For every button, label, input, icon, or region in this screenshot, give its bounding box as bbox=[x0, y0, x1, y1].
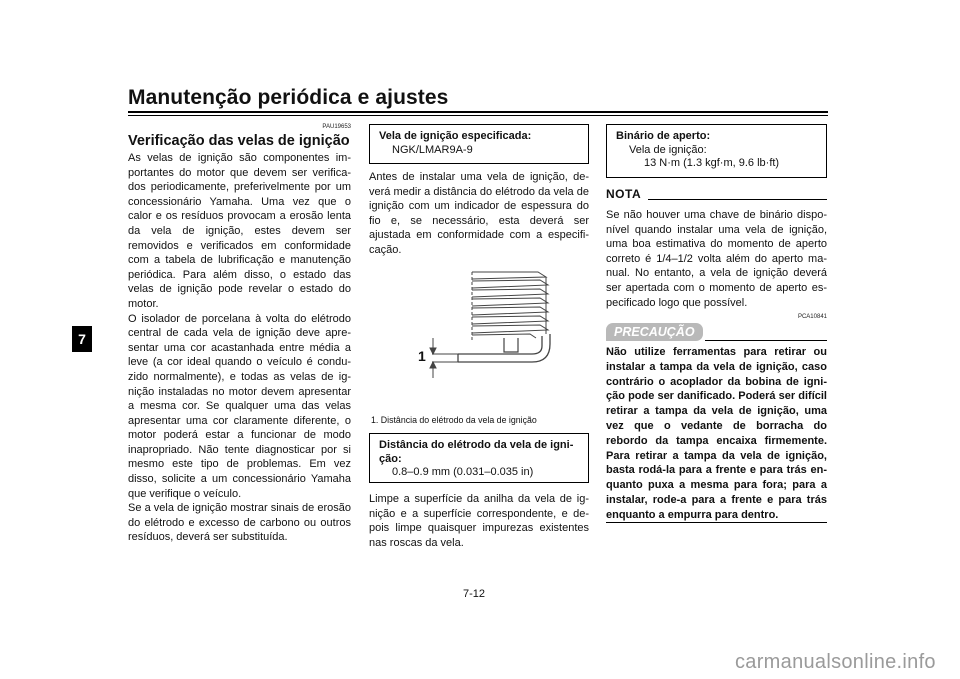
figure-caption: 1. Distância do elétrodo da vela de ignição bbox=[371, 415, 537, 425]
caution-end-rule bbox=[606, 522, 827, 523]
spec-plug-label: Vela de ignição especificada: bbox=[379, 130, 532, 142]
torque-sublabel: Vela de ignição: bbox=[629, 143, 707, 156]
section-body bbox=[128, 151, 351, 545]
spark-plug-gap-diagram bbox=[400, 268, 560, 390]
caution-rule bbox=[705, 340, 827, 341]
spark-plug-figure bbox=[400, 268, 560, 390]
paragraph: As velas de ignição são componentes importantes do motor que devem ser verificados periodicamente, preferivelmente por um concessionário Yamaha. Uma vez que o calor e os resíduos provocam a erosão lenta da vela de ignição, estes devem ser removidos e verificados em conformidade com a tabela de lubrificação e manutenção periódica. Para além disso, o estado das velas de ignição pode revelar o estado do motor. bbox=[128, 152, 351, 310]
torque-label: Binário de aperto: bbox=[616, 130, 711, 142]
torque-value: 13 N·m (1.3 kgf·m, 9.6 lb·ft) bbox=[644, 157, 780, 170]
spec-gap-value: 0.8–0.9 mm (0.031–0.035 in) bbox=[392, 466, 534, 479]
page-title: Manutenção periódica e ajustes bbox=[128, 86, 449, 109]
paragraph: Se a vela de ignição mostrar sinais de erosão do elétrodo e excesso de carbono ou outros resíduos, deverá ser substituída. bbox=[128, 502, 351, 544]
caution-badge: PRECAUÇÃO bbox=[606, 323, 703, 341]
nota-heading: NOTA bbox=[606, 187, 642, 201]
install-text: Antes de instalar uma vela de ignição, deverá medir a distância do elétrodo da vela de ignição com um indicador de espessura do fio e, se necessário, esta deverá ser ajustada em conformidade com a especificação. bbox=[369, 171, 589, 256]
watermark: carmanualsonline.info bbox=[735, 651, 936, 673]
section-code: PAU19653 bbox=[322, 124, 351, 130]
paragraph: O isolador de porcelana à volta do elétrodo central de cada vela de ignição deve apresentar uma cor acastanhada entre média a leve (a cor ideal quando o veículo é conduzido normalmente), e todas as velas de ignição instaladas no motor devem apresentar a mesma cor. Se qualquer uma das velas apresentar uma cor claramente diferente, o motor poderá estar a funcionar de modo inapropriado. Não tente diagnosticar por si mesmo este tipo de problemas. Em vez disso, solicite a um concessionário Yamaha que verifique o veículo. bbox=[128, 312, 351, 500]
caution-code: PCA10841 bbox=[797, 314, 827, 320]
spec-plug-value: NGK/LMAR9A-9 bbox=[392, 143, 473, 156]
torque-box bbox=[606, 124, 827, 178]
caution-text: Não utilize ferramentas para retirar ou instalar a tampa da vela de ignição, caso contrário o acoplador da bobina de ignição pode ser danificado. Poderá ser difícil retirar a tampa da vela de ignição, uma vez que o vedante de borracha do rebordo da tampa encaixa firmemente. Para retirar a tampa da vela de ignição, basta rodá-la para a frente e para trás enquanto puxa a mesma para fora; para a instalar, rode-a para a frente e para trás enquanto a empurra para dentro. bbox=[606, 346, 827, 521]
clean-text: Limpe a superfície da anilha da vela de ignição e a superfície correspondente, e depois limpe quaisquer impurezas existentes nas roscas da vela. bbox=[369, 493, 589, 549]
callout-1: 1 bbox=[418, 348, 426, 364]
nota-rule bbox=[648, 199, 827, 200]
nota-text: Se não houver uma chave de binário disponível quando instalar uma vela de ignição, uma boa estimativa do momento de aperto correto é 1/4–1/2 volta além do aperto manual. No entanto, a vela de ignição deverá ser apertada com o momento de aperto especificado logo que possível. bbox=[606, 209, 827, 309]
spec-gap-label: Distância do elétrodo da vela de ignição: bbox=[379, 439, 574, 465]
spec-plug-box bbox=[369, 124, 589, 164]
title-rule bbox=[128, 111, 828, 113]
title-rule-thin bbox=[128, 115, 828, 116]
page-number: 7-12 bbox=[463, 588, 486, 600]
section-heading: Verificação das velas de ignição bbox=[128, 133, 350, 149]
chapter-tab: 7 bbox=[72, 326, 92, 352]
spec-gap-box bbox=[369, 433, 589, 483]
